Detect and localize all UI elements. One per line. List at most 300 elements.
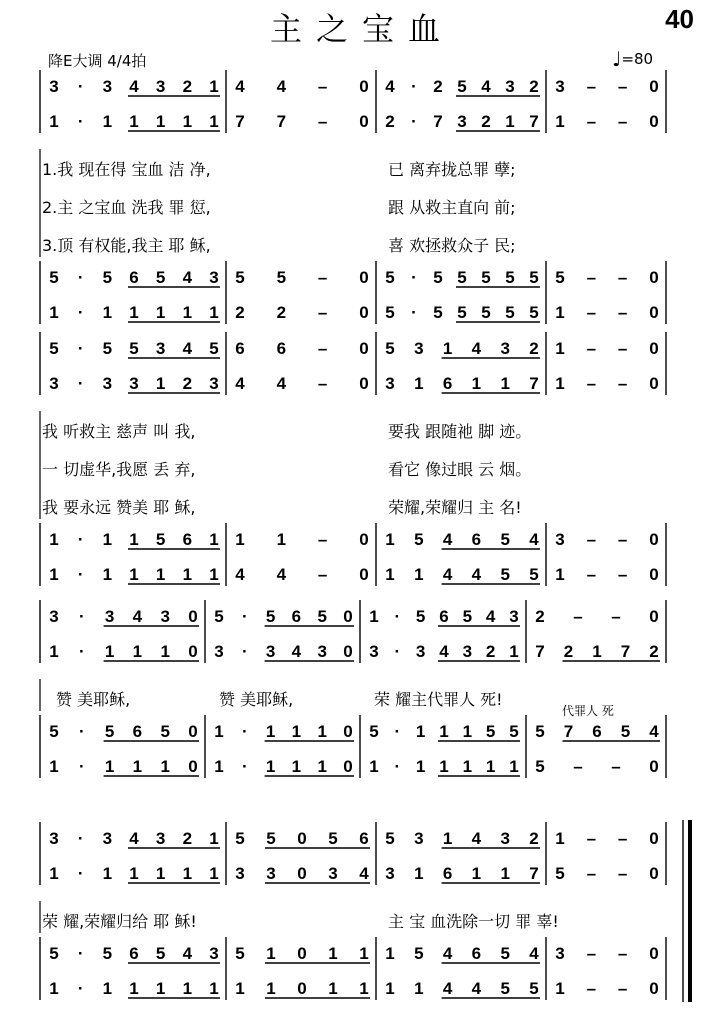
jianpu-note: 5	[433, 268, 443, 287]
jianpu-note: 1	[155, 565, 166, 584]
jianpu-note: 4	[132, 607, 143, 626]
jianpu-note: 1	[265, 722, 276, 741]
lyric-line: 3.顶 有权能,我主 耶 稣,	[42, 236, 211, 255]
jianpu-note: 5	[481, 303, 491, 322]
jianpu-note: 3	[49, 607, 59, 626]
jianpu-note: 0	[359, 77, 369, 96]
jianpu-note: 1	[485, 757, 496, 776]
jianpu-note: 4	[485, 607, 496, 626]
jianpu-note: ·	[394, 722, 401, 741]
jianpu-note: 3	[155, 829, 166, 848]
jianpu-note: 1	[555, 339, 565, 358]
jianpu-note: 4	[276, 374, 287, 393]
jianpu-note: 0	[359, 303, 369, 322]
jianpu-note: 7	[433, 112, 443, 131]
jianpu-note: ·	[394, 642, 401, 661]
jianpu-note: 0	[188, 757, 198, 776]
jianpu-note: –	[586, 530, 597, 549]
jianpu-note: 5	[529, 979, 539, 998]
jianpu-note: 0	[343, 757, 353, 776]
jianpu-note: 5	[209, 339, 219, 358]
lyric-line: 我 听救主 慈声 叫 我,	[42, 422, 196, 441]
jianpu-note: 1	[385, 979, 395, 998]
jianpu-note: 1	[369, 757, 379, 776]
jianpu-note: –	[586, 565, 597, 584]
jianpu-note: ·	[77, 77, 84, 96]
lyric-line: 1.我 现在得 宝血 洁 净,	[42, 160, 211, 179]
jianpu-note: 1	[49, 864, 59, 883]
jianpu-note: –	[617, 864, 628, 883]
jianpu-note: 2	[529, 77, 539, 96]
jianpu-note: 0	[359, 565, 369, 584]
jianpu-note: 2	[276, 303, 287, 322]
lyric-line: 要我 跟随祂 脚 迹。	[388, 422, 532, 441]
jianpu-note: 1	[471, 864, 482, 883]
jianpu-note: 6	[182, 530, 193, 549]
lyric-line: 荣 耀主代罪人 死!	[374, 690, 503, 709]
jianpu-note: 1	[155, 303, 166, 322]
jianpu-note: ·	[78, 757, 85, 776]
jianpu-note: 2	[433, 77, 443, 96]
jianpu-note: 1	[129, 864, 139, 883]
jianpu-note: 4	[276, 77, 287, 96]
system-1	[40, 70, 666, 324]
jianpu-note: 1	[592, 642, 602, 661]
jianpu-note: ·	[241, 722, 248, 741]
jianpu-note: ·	[77, 268, 84, 287]
jianpu-note: 5	[102, 268, 113, 287]
jianpu-note: 1	[439, 757, 449, 776]
jianpu-note: ·	[411, 77, 417, 96]
jianpu-note: 1	[155, 979, 166, 998]
jianpu-note: 5	[102, 944, 113, 963]
jianpu-note: 1	[385, 944, 395, 963]
jianpu-note: 3	[555, 530, 565, 549]
jianpu-note: 1	[129, 112, 139, 131]
jianpu-note: 0	[649, 530, 659, 549]
jianpu-note: 0	[649, 979, 659, 998]
jianpu-note: 6	[132, 722, 143, 741]
jianpu-note: 1	[359, 944, 369, 963]
jianpu-note: 1	[214, 722, 224, 741]
jianpu-note: –	[573, 607, 583, 626]
jianpu-note: –	[617, 944, 628, 963]
jianpu-note: 3	[49, 77, 59, 96]
jianpu-note: 1	[209, 530, 219, 549]
jianpu-note: 1	[555, 374, 565, 393]
jianpu-note: 5	[129, 339, 139, 358]
jianpu-note: 1	[182, 112, 193, 131]
jianpu-note: 1	[49, 565, 59, 584]
system-3	[40, 600, 666, 778]
jianpu-note: 4	[235, 77, 245, 96]
jianpu-note: 3	[500, 339, 510, 358]
jianpu-note: 5	[369, 722, 379, 741]
jianpu-note: ·	[77, 944, 84, 963]
lyric-line: 主 宝 血洗除一切 罪 辜!	[388, 912, 559, 931]
jianpu-note: 1	[102, 303, 113, 322]
quarter-note-icon: ♩	[612, 47, 622, 71]
jianpu-note: ·	[77, 374, 84, 393]
jianpu-note: 3	[509, 607, 519, 626]
jianpu-note: 1	[235, 979, 245, 998]
lyric-line: 代罪人 死	[562, 704, 614, 718]
lyric-line: 喜 欢拯救众子 民;	[388, 236, 516, 255]
jianpu-note: 1	[265, 757, 276, 776]
jianpu-note: 7	[276, 112, 287, 131]
jianpu-note: 1	[462, 757, 473, 776]
jianpu-note: ·	[77, 530, 84, 549]
jianpu-note: –	[617, 339, 628, 358]
jianpu-note: 1	[555, 112, 565, 131]
jianpu-note: 3	[209, 374, 219, 393]
jianpu-note: –	[586, 979, 597, 998]
jianpu-note: 2	[481, 112, 491, 131]
jianpu-note: 3	[155, 339, 166, 358]
jianpu-note: 5	[535, 757, 545, 776]
jianpu-note: –	[617, 268, 628, 287]
jianpu-note: –	[586, 77, 597, 96]
jianpu-note: 1	[49, 303, 59, 322]
jianpu-note: 0	[297, 864, 307, 883]
jianpu-note: 3	[266, 864, 276, 883]
jianpu-note: 1	[160, 757, 170, 776]
jianpu-note: 1	[291, 722, 302, 741]
jianpu-note: 3	[265, 642, 276, 661]
jianpu-note: 5	[235, 944, 245, 963]
jianpu-note: 1	[462, 722, 473, 741]
jianpu-note: –	[617, 112, 628, 131]
jianpu-note: 5	[500, 565, 510, 584]
jianpu-note: 0	[649, 944, 659, 963]
jianpu-note: 2	[182, 77, 193, 96]
jianpu-note: 5	[415, 607, 426, 626]
jianpu-note: 0	[359, 374, 369, 393]
jianpu-note: 2	[529, 829, 539, 848]
jianpu-note: 1	[414, 864, 424, 883]
jianpu-note: 4	[442, 979, 453, 998]
jianpu-note: 5	[266, 829, 276, 848]
jianpu-note: 3	[555, 77, 565, 96]
jianpu-note: 5	[529, 303, 539, 322]
jianpu-note: 0	[359, 339, 369, 358]
jianpu-note: –	[617, 565, 628, 584]
jianpu-note: 3	[160, 607, 170, 626]
jianpu-note: 1	[129, 530, 139, 549]
jianpu-note: 1	[328, 944, 338, 963]
jianpu-note: –	[317, 112, 328, 131]
jianpu-note: 3	[155, 77, 166, 96]
jianpu-note: 0	[359, 268, 369, 287]
jianpu-note: 5	[385, 829, 395, 848]
lyric-line: 跟 从救主直向 前;	[388, 198, 516, 217]
jianpu-note: 5	[385, 303, 395, 322]
jianpu-note: 4	[529, 530, 539, 549]
jianpu-note: 4	[481, 77, 491, 96]
lyric-line: 一 切虚华,我愿 丢 弃,	[42, 460, 196, 479]
jianpu-note: 7	[529, 112, 539, 131]
jianpu-note: 1	[317, 722, 327, 741]
jianpu-note: 5	[49, 944, 59, 963]
jianpu-note: 5	[555, 864, 565, 883]
jianpu-note: 0	[649, 374, 659, 393]
jianpu-note: 5	[317, 607, 327, 626]
jianpu-note: 5	[509, 722, 519, 741]
jianpu-note: 4	[529, 944, 539, 963]
jianpu-note: 5	[535, 722, 545, 741]
jianpu-note: ·	[77, 565, 84, 584]
jianpu-note: –	[586, 303, 597, 322]
jianpu-note: –	[573, 757, 583, 776]
jianpu-note: –	[611, 757, 621, 776]
jianpu-note: 1	[276, 530, 287, 549]
jianpu-note: –	[617, 77, 628, 96]
jianpu-note: 3	[500, 829, 510, 848]
jianpu-note: 7	[535, 642, 545, 661]
jianpu-note: 0	[649, 112, 659, 131]
jianpu-note: 1	[414, 565, 424, 584]
jianpu-note: 3	[414, 339, 424, 358]
jianpu-note: 5	[529, 268, 539, 287]
jianpu-note: 3	[328, 864, 338, 883]
jianpu-note: 1	[500, 374, 510, 393]
jianpu-note: 5	[462, 607, 473, 626]
jianpu-note: ·	[411, 112, 417, 131]
jianpu-note: 3	[102, 374, 113, 393]
jianpu-note: 2	[649, 642, 659, 661]
lyric-line: 荣 耀,荣耀归给 耶 稣!	[42, 912, 197, 931]
jianpu-note: 3	[317, 642, 327, 661]
jianpu-note: 7	[529, 374, 539, 393]
jianpu-note: 0	[297, 829, 307, 848]
jianpu-note: 6	[471, 944, 482, 963]
jianpu-note: –	[317, 339, 328, 358]
jianpu-note: 3	[414, 829, 424, 848]
jianpu-note: 1	[555, 979, 565, 998]
jianpu-note: 0	[649, 339, 659, 358]
jianpu-note: –	[586, 864, 597, 883]
jianpu-note: ·	[77, 303, 84, 322]
jianpu-note: 1	[385, 565, 395, 584]
jianpu-note: 0	[649, 829, 659, 848]
jianpu-note: 1	[49, 757, 59, 776]
jianpu-note: 1	[182, 979, 193, 998]
jianpu-note: 1	[102, 864, 113, 883]
jianpu-note: 1	[359, 979, 369, 998]
jianpu-note: 6	[276, 339, 287, 358]
jianpu-note: 7	[563, 722, 574, 741]
jianpu-note: 1	[328, 979, 338, 998]
jianpu-note: 5	[485, 722, 496, 741]
jianpu-note: 4	[182, 339, 193, 358]
jianpu-note: –	[611, 607, 621, 626]
jianpu-note: 4	[471, 339, 482, 358]
jianpu-note: 4	[442, 530, 453, 549]
jianpu-note: 1	[500, 864, 510, 883]
jianpu-note: 0	[649, 268, 659, 287]
jianpu-note: 1	[129, 979, 139, 998]
jianpu-note: 5	[49, 722, 59, 741]
lyric-line: 荣耀,荣耀归 主 名!	[388, 498, 522, 517]
jianpu-note: 1	[414, 374, 424, 393]
jianpu-note: 6	[592, 722, 602, 741]
system-2	[40, 332, 666, 586]
jianpu-note: 3	[102, 829, 113, 848]
jianpu-note: 5	[457, 303, 467, 322]
tempo-value: =80	[621, 50, 654, 68]
jianpu-note: ·	[241, 642, 248, 661]
jianpu-note: 3	[104, 607, 115, 626]
jianpu-note: 5	[235, 829, 245, 848]
jianpu-note: 0	[297, 979, 307, 998]
jianpu-note: 3	[214, 642, 224, 661]
jianpu-note: 4	[182, 268, 193, 287]
jianpu-note: 0	[188, 642, 198, 661]
jianpu-note: 5	[102, 339, 113, 358]
jianpu-note: 4	[649, 722, 659, 741]
jianpu-note: 4	[439, 642, 449, 661]
jianpu-note: 4	[385, 77, 395, 96]
jianpu-note: 1	[509, 757, 519, 776]
jianpu-note: 1	[104, 642, 115, 661]
jianpu-note: 4	[471, 565, 482, 584]
key-signature: 降E大调 4/4拍	[48, 52, 147, 70]
jianpu-note: –	[586, 339, 597, 358]
jianpu-note: 1	[209, 112, 219, 131]
jianpu-note: 1	[49, 979, 59, 998]
page-number: 40	[665, 4, 694, 34]
jianpu-note: 1	[266, 944, 276, 963]
jianpu-note: –	[317, 303, 328, 322]
jianpu-note: 4	[442, 565, 453, 584]
jianpu-note: 5	[276, 268, 287, 287]
jianpu-note: 5	[505, 303, 515, 322]
jianpu-note: 5	[555, 268, 565, 287]
jianpu-note: 2	[182, 829, 193, 848]
jianpu-note: 3	[555, 944, 565, 963]
jianpu-note: 1	[555, 829, 565, 848]
jianpu-note: 7	[620, 642, 631, 661]
jianpu-note: 5	[414, 530, 424, 549]
jianpu-note: 3	[49, 829, 59, 848]
jianpu-note: 1	[49, 642, 59, 661]
jianpu-note: 0	[649, 303, 659, 322]
jianpu-note: 1	[155, 864, 166, 883]
jianpu-note: ·	[241, 757, 248, 776]
jianpu-note: 4	[129, 829, 139, 848]
jianpu-note: 1	[182, 864, 193, 883]
jianpu-note: 1	[129, 303, 139, 322]
jianpu-note: –	[586, 268, 597, 287]
jianpu-note: 1	[385, 530, 395, 549]
jianpu-note: 3	[457, 112, 467, 131]
jianpu-note: –	[317, 565, 328, 584]
jianpu-note: 2	[529, 339, 539, 358]
jianpu-note: 4	[291, 642, 302, 661]
jianpu-note: ·	[77, 112, 84, 131]
jianpu-note: 3	[129, 374, 139, 393]
jianpu-note: 6	[442, 374, 453, 393]
jianpu-note: 4	[235, 374, 245, 393]
jianpu-note: –	[617, 303, 628, 322]
jianpu-note: 4	[471, 829, 482, 848]
jianpu-note: 3	[235, 864, 245, 883]
jianpu-note: 3	[369, 642, 379, 661]
jianpu-note: –	[617, 829, 628, 848]
jianpu-note: 1	[102, 112, 113, 131]
jianpu-note: 4	[129, 77, 139, 96]
jianpu-note: 5	[505, 268, 515, 287]
jianpu-note: –	[586, 374, 597, 393]
jianpu-note: 7	[235, 112, 245, 131]
jianpu-note: ·	[394, 757, 401, 776]
jianpu-note: 2	[535, 607, 545, 626]
jianpu-note: 3	[415, 642, 426, 661]
lyric-line: 看它 像过眼 云 烟。	[388, 460, 532, 479]
jianpu-note: 5	[414, 944, 424, 963]
jianpu-note: 1	[132, 642, 143, 661]
jianpu-note: –	[617, 374, 628, 393]
jianpu-note: 6	[235, 339, 245, 358]
jianpu-note: 0	[649, 864, 659, 883]
jianpu-note: 5	[433, 303, 443, 322]
jianpu-note: ·	[394, 607, 401, 626]
jianpu-note: ·	[77, 979, 84, 998]
jianpu-note: 1	[209, 565, 219, 584]
jianpu-note: 0	[359, 530, 369, 549]
jianpu-note: 5	[385, 268, 395, 287]
jianpu-note: 1	[291, 757, 302, 776]
jianpu-note: 0	[649, 757, 659, 776]
jianpu-note: 1	[442, 829, 453, 848]
jianpu-note: 6	[129, 944, 139, 963]
jianpu-note: ·	[77, 339, 84, 358]
jianpu-note: 3	[209, 944, 219, 963]
jianpu-note: 1	[266, 979, 276, 998]
jianpu-note: 1	[209, 864, 219, 883]
jianpu-note: ·	[77, 829, 84, 848]
jianpu-note: 1	[555, 303, 565, 322]
jianpu-note: 1	[214, 757, 224, 776]
jianpu-note: 1	[102, 530, 113, 549]
jianpu-note: ·	[411, 303, 417, 322]
jianpu-note: 0	[343, 722, 353, 741]
jianpu-note: 1	[49, 112, 59, 131]
jianpu-note: 6	[471, 530, 482, 549]
jianpu-note: 4	[359, 864, 369, 883]
jianpu-note: 5	[235, 268, 245, 287]
lyric-line: 赞 美耶稣,	[219, 690, 294, 709]
jianpu-note: 0	[297, 944, 307, 963]
jianpu-note: 1	[160, 642, 170, 661]
jianpu-note: 1	[471, 374, 482, 393]
jianpu-note: 2	[563, 642, 574, 661]
jianpu-note: 1	[182, 565, 193, 584]
jianpu-note: 6	[291, 607, 302, 626]
jianpu-note: 0	[359, 112, 369, 131]
jianpu-note: 1	[129, 565, 139, 584]
jianpu-note: 7	[529, 864, 539, 883]
jianpu-note: 5	[155, 530, 166, 549]
jianpu-note: –	[586, 944, 597, 963]
jianpu-note: 5	[529, 565, 539, 584]
jianpu-note: 1	[104, 757, 115, 776]
jianpu-note: 4	[471, 979, 482, 998]
lyric-line: 我 要永远 赞美 耶 稣,	[42, 498, 196, 517]
jianpu-note: 5	[160, 722, 170, 741]
jianpu-note: 5	[620, 722, 631, 741]
jianpu-note: 1	[415, 757, 426, 776]
